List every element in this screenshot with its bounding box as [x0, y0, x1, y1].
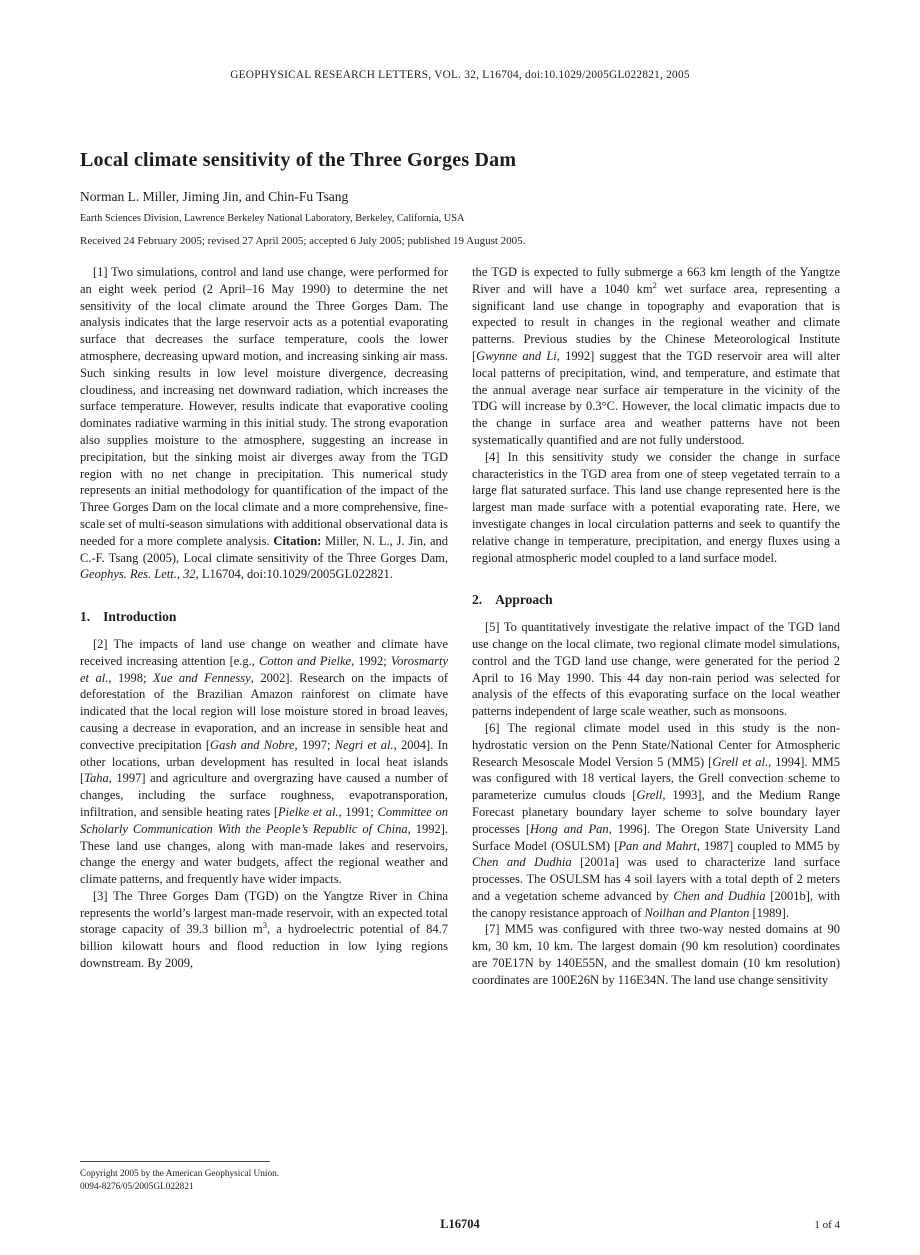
left-column: [80, 264, 448, 989]
copyright-line: Copyright 2005 by the American Geophysical Union.: [80, 1169, 280, 1179]
section-heading-introduction: [80, 609, 448, 626]
footer-page-number: 1 of 4: [814, 1219, 840, 1231]
issn-line: 0094-8276/05/2005GL022821: [80, 1181, 194, 1192]
article-body: [80, 148, 840, 989]
paragraph-7: [7] MM5 was configured with three two-way nested domains at 90 km, 30 km, 10 km. The largest domain (90 km resolution) coordinates are 70E17N by 140E55N, and the smallest domain (10 km resolution) coordinates are 100E26N by 116E34N. The land use change sensitivity: [472, 922, 840, 987]
article-title: Local climate sensitivity of the Three Gorges Dam: [80, 149, 517, 171]
paragraph-3: [3] The Three Gorges Dam (TGD) on the Yangtze River in China represents the world’s largest man-made reservoir, with an expected total storage capacity of 39.3 billion $m^3$, a hydroelectric potential of 84.7 billion kilowatt hours and flood reduction in low lying regions downstream. By 2009,: [80, 888, 448, 971]
copyright-block: [80, 1161, 340, 1193]
received-dates-line: Received 24 February 2005; revised 27 April 2005; accepted 6 July 2005; published 19 August 2005.: [80, 235, 526, 247]
section-number: 1.: [80, 609, 91, 625]
section-label: Approach: [495, 592, 553, 608]
section-heading-approach: [472, 592, 840, 609]
author-list: Norman L. Miller, Jiming Jin, and Chin-Fu Tsang: [80, 189, 349, 204]
two-column-text: [80, 264, 840, 989]
paragraph-3-continued: the TGD is expected to fully submerge a 663 km length of the Yangtze River and will have a 1040 $km^2$ wet surface area, representing a significant land use change in topography and evaporation that is expected to result in changes in the regional weather and climate patterns. Previous studies by the Chinese Meteorological Institute [Gwynne and Li, 1992] suggest that the TGD reservoir area will alter local patterns of precipitation, wind, and temperature, and estimate that the annual average near surface air temperature in the vicinity of the TDG will increase by 0.3°C. However, the local climatic impacts due to the change in surface area and weather patterns have not been systematically quantified and are not fully understood.: [472, 265, 840, 447]
affiliation-line: Earth Sciences Division, Lawrence Berkeley National Laboratory, Berkeley, California, USA: [80, 213, 465, 224]
paragraph-5: [5] To quantitatively investigate the relative impact of the TGD land use change on the local climate, two regional climate model simulations, control and the TGD land use change, were generated for the period 2 April to 16 May 1990. This 44 day non-rain period was selected for analysis of the effects of this evaporating surface on the local weather patterns independent of large scale weather, such as monsoons.: [472, 620, 840, 719]
copyright-divider: [80, 1161, 270, 1162]
paragraph-4: [4] In this sensitivity study we consider the change in surface characteristics in the TGD area from one of steep vegetated terrain to a large flat saturated surface. This land use change represented here is the largest man made surface with a potential evaporating rate. Here, we investigate changes in local circulation patterns and seek to quantify the relative change in temperature, precipitation, and energy fluxes using a regional atmospheric model coupled to a land surface model.: [472, 449, 840, 565]
journal-header-line: GEOPHYSICAL RESEARCH LETTERS, VOL. 32, L16704, doi:10.1029/2005GL022821, 2005: [230, 69, 690, 81]
paragraph-6: [6] The regional climate model used in this study is the non-hydrostatic version on the Penn State/National Center for Atmospheric Research Mesoscale Model Version 5 (MM5) [Grell et al., 1994]. MM5 was configured with 18 vertical layers, the Grell convection scheme to parameterize cumulus clouds [Grell, 1993], and the Medium Range Forecast planetary boundary layer scheme to solve boundary layer processes [Hong and Pan, 1996]. The Oregon State University Land Surface Model (OSULSM) [Pan and Mahrt, 1987] coupled to MM5 by Chen and Dudhia [2001a] was used to characterize land surface processes. The OSULSM has 4 soil layers with a total depth of 2 meters and a vegetation scheme advanced by Chen and Dudhia [2001b], with the canopy resistance approach of Noilhan and Planton [1989].: [472, 720, 840, 920]
footer-article-id: L16704: [440, 1217, 480, 1231]
paragraph-2: [2] The impacts of land use change on weather and climate have received increasing attention [e.g., Cotton and Pielke, 1992; Vorosmarty et al., 1998; Xue and Fennessy, 2002]. Research on the impacts of deforestation of the Brazilian Amazon rainforest on climate have indicated that the local region will lose moisture stored in broad leaves, causing a decrease in evaporation, and an increase in sensible heat and convective precipitation [Gash and Nobre, 1997; Negri et al., 2004]. In other locations, urban development has resulted in local heat islands [Taha, 1997] and agriculture and overgrazing have caused a number of changes, including the surface roughness, evapotransporation, infiltration, and sensible heating rates [Pielke et al., 1991; Committee on Scholarly Communication With the People’s Republic of China, 1992]. These land use changes, along with man-made lakes and reservoirs, change the energy and water budgets, affect the regional weather and climate patterns, and frequently have wider impacts.: [80, 636, 449, 887]
right-column: [472, 264, 840, 989]
section-label: Introduction: [103, 609, 177, 625]
section-number: 2.: [472, 592, 483, 608]
abstract-paragraph: [1] Two simulations, control and land use change, were performed for an eight week period (2 April–16 May 1990) to determine the net sensitivity of the local climate around the Three Gorges Dam. The analysis indicates that the large reservoir acts as a potential evaporating surface that decreases the surface temperature, cools the lower atmosphere, decreasing upward motion, and increasing sinking air mass. Such sinking results in low level moisture divergence, decreasing cloudiness, and increasing net downward radiation, which increases the surface temperature. However, results indicate that evaporative cooling dominates radiative warming in this initial study. The strong evaporation also supplies moisture to the atmosphere, suggesting an increase in precipitation, but the sinking moist air diverges away from the TGD region with no net change in precipitation. This numerical study represents an initial methodology for quantification of the impact of the Three Gorges Dam on the local climate and a more comprehensive, fine-scale set of multi-season simulations with additional observational data is needed for a more complete analysis. Citation: Miller, N. L., J. Jin, and C.-F. Tsang (2005), Local climate sensitivity of the Three Gorges Dam, Geophys. Res. Lett., 32, L16704, doi:10.1029/2005GL022821.: [80, 265, 448, 582]
